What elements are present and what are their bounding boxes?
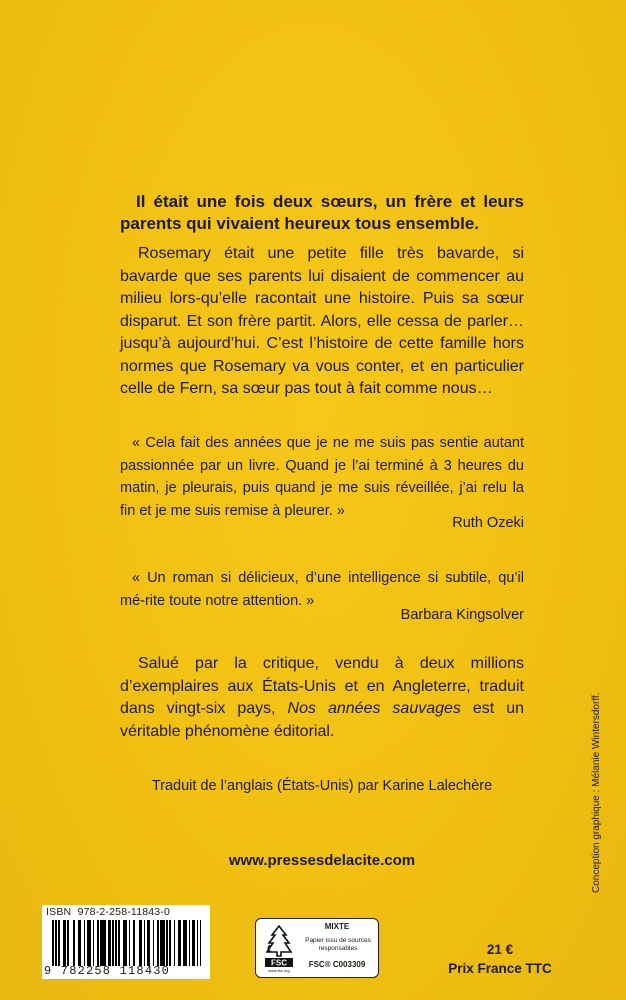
- praise-after: est un véritable phénomène éditorial.: [120, 700, 525, 740]
- fsc-mixte: MIXTE: [324, 922, 350, 931]
- barcode-bars: [52, 920, 202, 966]
- ean-number: 9 782258 118430: [44, 964, 171, 978]
- barcode-bar: [200, 920, 202, 966]
- price-label: Prix France TTC: [448, 961, 552, 976]
- summary-text: Rosemary était une petite fille très bavarde, si bavarde que ses parents lui disaient de commencer au milieu lors-qu’elle racontait une histoire. Puis sa sœur disparut. Et son frère partit. Alors, elle cessa de parler… jusqu’à aujourd’hui. C’est l’histoire de cette famille hors normes que Rosemary va vous conter, et en particulier celle de Fern, sa sœur pas tout à fait comme nous…: [120, 245, 524, 397]
- publisher-website: www.pressesdelacite.com: [228, 852, 416, 869]
- praise-text: [120, 653, 524, 743]
- design-credit: Conception graphique : Mélanie Wintersdorff.: [591, 692, 602, 893]
- quote-author: Ruth Ozeki: [452, 515, 524, 531]
- book-title: Nos années sauvages: [287, 700, 461, 717]
- praise-before: Salué par la critique, vendu à deux millions d’exemplaires aux États-Unis et en Angleterre, traduit dans vingt-six pays,: [120, 655, 524, 717]
- translator-credit: Traduit de l’anglais (États-Unis) par Karine Lalechère: [151, 778, 493, 794]
- fsc-label: [255, 918, 379, 978]
- fsc-code: FSC® C003309: [308, 960, 366, 969]
- fsc-description: Papier issu de sources responsables: [305, 937, 371, 952]
- isbn-number: 978-2-258-11843-0: [77, 906, 171, 918]
- price-block: [440, 940, 560, 978]
- isbn-label: ISBN: [46, 906, 72, 918]
- fsc-site: www.fsc.org: [268, 968, 290, 973]
- price-amount: 21 €: [486, 942, 514, 957]
- isbn-line: [46, 906, 170, 919]
- quote-author: Barbara Kingsolver: [400, 607, 524, 623]
- fsc-logo-text: FSC: [271, 958, 287, 968]
- intro-text: Il était une fois deux sœurs, un frère et leurs parents qui vivaient heureux tous ensemble.: [120, 192, 524, 233]
- quote-text: « Cela fait des années que je ne me suis pas sentie autant passionnée par un livre. Quand je l’ai terminé à 3 heures du matin, je pleurais, puis quand je me suis réveillée, j’ai relu la fin et je me suis remise à pleurer. »: [120, 435, 524, 519]
- barcode: [42, 905, 210, 979]
- quote-text: « Un roman si délicieux, d’une intelligence si subtile, qu’il mé-rite toute notre attention. »: [120, 570, 524, 609]
- fsc-tree-icon: [262, 923, 296, 973]
